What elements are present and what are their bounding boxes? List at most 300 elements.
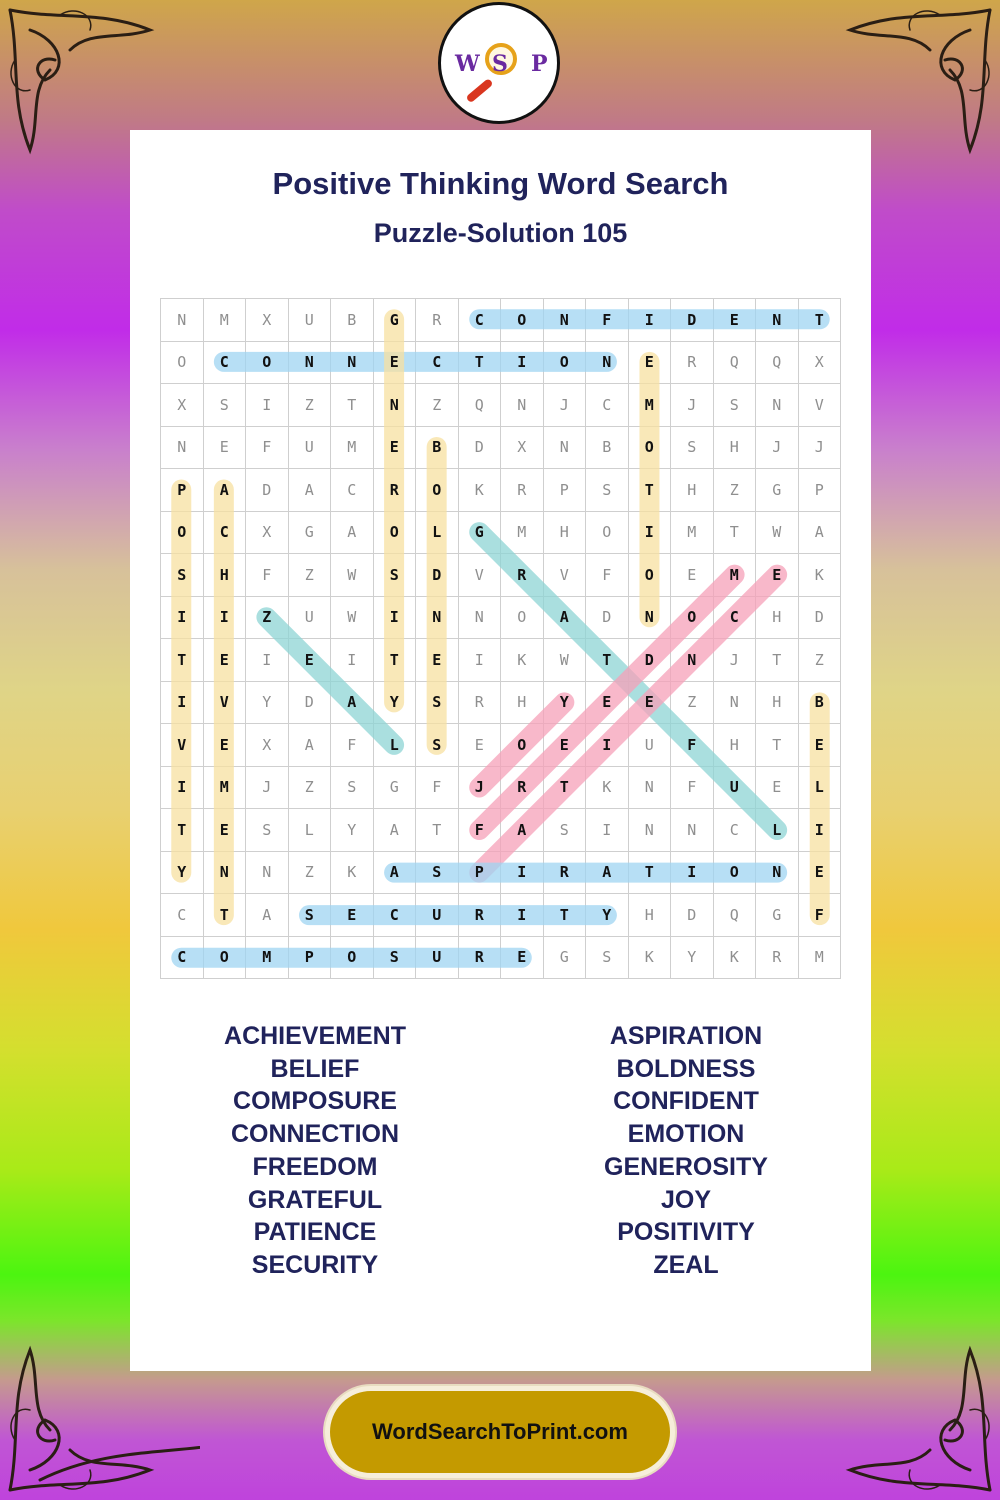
grid-cell: V [458, 554, 501, 597]
grid-cell: T [331, 384, 374, 427]
grid-cell: G [756, 469, 799, 512]
grid-cell: J [246, 766, 289, 809]
grid-cell: E [628, 341, 671, 384]
word-list-item: COMPOSURE [233, 1087, 397, 1116]
logo-letter-w: W [455, 51, 480, 77]
grid-cell: S [586, 936, 629, 979]
grid-cell: O [586, 511, 629, 554]
grid-cell: I [203, 596, 246, 639]
grid-cell: E [373, 341, 416, 384]
grid-cell: Y [246, 681, 289, 724]
grid-cell: Z [288, 384, 331, 427]
grid-cell: Q [756, 341, 799, 384]
grid-cell: O [713, 851, 756, 894]
grid-cell: E [756, 766, 799, 809]
word-list-item: JOY [660, 1185, 712, 1214]
grid-cell: L [416, 511, 459, 554]
word-list-item: BOLDNESS [616, 1054, 756, 1083]
grid-cell: C [586, 384, 629, 427]
grid-cell: F [798, 894, 841, 937]
word-list-item: EMOTION [627, 1120, 745, 1149]
magnifier-handle-icon [465, 78, 493, 103]
grid-cell: R [416, 299, 459, 342]
grid-cell: K [501, 639, 544, 682]
word-list-item: GENEROSITY [604, 1152, 768, 1181]
grid-cell: K [628, 936, 671, 979]
grid-cell: J [458, 766, 501, 809]
grid-cell: M [203, 766, 246, 809]
grid-cell: I [331, 639, 374, 682]
grid-cell: H [713, 426, 756, 469]
grid-cell: M [798, 936, 841, 979]
grid-cell: M [671, 511, 714, 554]
grid-cell: P [543, 469, 586, 512]
grid-cell: K [458, 469, 501, 512]
grid-cell: E [288, 639, 331, 682]
grid-cell: O [203, 936, 246, 979]
grid-cell: U [416, 936, 459, 979]
word-list-left [130, 1020, 500, 1282]
grid-cell: R [671, 341, 714, 384]
grid-cell: B [416, 426, 459, 469]
grid-cell: I [586, 809, 629, 852]
grid-cell: H [501, 681, 544, 724]
grid-cell: A [373, 809, 416, 852]
grid-cell: V [543, 554, 586, 597]
word-list-item: BELIEF [270, 1054, 360, 1083]
grid-cell: A [288, 469, 331, 512]
grid-row [161, 511, 841, 554]
grid-cell: N [586, 341, 629, 384]
grid-cell: S [161, 554, 204, 597]
grid-cell: G [458, 511, 501, 554]
grid-cell: R [458, 681, 501, 724]
grid-cell: R [543, 851, 586, 894]
grid-cell: N [628, 809, 671, 852]
grid-cell: C [713, 809, 756, 852]
grid-cell: Z [798, 639, 841, 682]
grid-cell: Z [288, 554, 331, 597]
grid-cell: O [543, 341, 586, 384]
grid-cell: B [586, 426, 629, 469]
grid-cell: M [628, 384, 671, 427]
grid-cell: L [373, 724, 416, 767]
grid-cell: I [628, 299, 671, 342]
grid-cell: G [288, 511, 331, 554]
grid-cell: N [373, 384, 416, 427]
grid-cell: N [756, 384, 799, 427]
grid-cell: R [501, 554, 544, 597]
word-list-item: ASPIRATION [609, 1022, 763, 1050]
grid-cell: G [373, 299, 416, 342]
grid-cell: R [458, 894, 501, 937]
grid-cell: S [713, 384, 756, 427]
grid-cell: M [203, 299, 246, 342]
grid-cell: C [373, 894, 416, 937]
grid-cell: N [628, 596, 671, 639]
grid-cell: Y [586, 894, 629, 937]
grid-cell: E [798, 724, 841, 767]
grid-cell: M [331, 426, 374, 469]
grid-cell: C [458, 299, 501, 342]
grid-cell: H [671, 469, 714, 512]
grid-cell: S [246, 809, 289, 852]
grid-cell: A [331, 681, 374, 724]
grid-cell: W [331, 596, 374, 639]
word-list-item: ZEAL [653, 1250, 719, 1279]
word-list-item: FREEDOM [252, 1152, 378, 1181]
grid-cell: G [543, 936, 586, 979]
grid-cell: N [416, 596, 459, 639]
grid-cell: N [713, 681, 756, 724]
grid-cell: J [713, 639, 756, 682]
grid-cell: E [203, 809, 246, 852]
grid-cell: V [161, 724, 204, 767]
grid-cell: N [161, 299, 204, 342]
logo-letter-p: P [531, 51, 548, 77]
grid-cell: R [373, 469, 416, 512]
grid-cell: J [671, 384, 714, 427]
grid-row [161, 299, 841, 342]
grid-cell: L [798, 766, 841, 809]
grid-cell: A [501, 809, 544, 852]
grid-cell: W [331, 554, 374, 597]
grid-cell: N [543, 299, 586, 342]
grid-cell: E [458, 724, 501, 767]
grid-cell: F [586, 299, 629, 342]
grid-cell: S [416, 724, 459, 767]
grid-cell: E [501, 936, 544, 979]
grid-cell: C [203, 341, 246, 384]
grid-cell: D [288, 681, 331, 724]
page-title: Positive Thinking Word Search [272, 166, 729, 201]
grid-cell: Z [416, 384, 459, 427]
grid-cell: F [671, 724, 714, 767]
grid-cell: P [458, 851, 501, 894]
grid-cell: F [458, 809, 501, 852]
grid-cell: R [458, 936, 501, 979]
grid-cell: S [416, 681, 459, 724]
grid-cell: C [161, 936, 204, 979]
page-subtitle: Puzzle-Solution 105 [373, 218, 628, 248]
grid-cell: O [373, 511, 416, 554]
grid-cell: E [628, 681, 671, 724]
grid-cell: D [628, 639, 671, 682]
grid-row [161, 426, 841, 469]
grid-cell: Z [671, 681, 714, 724]
grid-cell: F [246, 426, 289, 469]
grid-cell: X [246, 299, 289, 342]
grid-cell: O [628, 426, 671, 469]
grid-cell: M [501, 511, 544, 554]
grid-cell: N [203, 851, 246, 894]
grid-cell: D [586, 596, 629, 639]
grid-cell: I [161, 681, 204, 724]
grid-cell: A [373, 851, 416, 894]
word-list-item: ACHIEVEMENT [224, 1022, 406, 1050]
grid-cell: T [203, 894, 246, 937]
grid-cell: Q [458, 384, 501, 427]
grid-cell: A [798, 511, 841, 554]
site-link-button[interactable] [325, 1386, 675, 1478]
grid-cell: W [756, 511, 799, 554]
grid-cell: U [288, 596, 331, 639]
word-list-item: SECURITY [251, 1250, 379, 1279]
grid-cell: D [671, 894, 714, 937]
grid-cell: I [246, 384, 289, 427]
grid-cell: T [756, 724, 799, 767]
grid-cell: O [501, 299, 544, 342]
grid-row [161, 596, 841, 639]
grid-cell: T [161, 639, 204, 682]
grid-cell: Y [373, 681, 416, 724]
grid-cell: L [288, 809, 331, 852]
grid-cell: S [373, 936, 416, 979]
grid-cell: Y [671, 936, 714, 979]
grid-cell: T [798, 299, 841, 342]
grid-cell: T [756, 639, 799, 682]
grid-cell: O [161, 341, 204, 384]
grid-cell: O [501, 724, 544, 767]
puzzle-card [130, 130, 871, 1371]
grid-cell: Y [161, 851, 204, 894]
grid-cell: U [713, 766, 756, 809]
grid-cell: S [586, 469, 629, 512]
grid-cell: A [543, 596, 586, 639]
word-search-grid [160, 298, 841, 979]
grid-cell: E [331, 894, 374, 937]
grid-cell: N [331, 341, 374, 384]
grid-row [161, 469, 841, 512]
grid-cell: C [161, 894, 204, 937]
grid-cell: I [458, 639, 501, 682]
grid-cell: N [628, 766, 671, 809]
grid-cell: K [331, 851, 374, 894]
grid-cell: Z [288, 766, 331, 809]
grid-cell: T [458, 341, 501, 384]
grid-cell: T [373, 639, 416, 682]
grid-cell: N [458, 596, 501, 639]
grid-row [161, 724, 841, 767]
grid-cell: I [628, 511, 671, 554]
grid-cell: N [543, 426, 586, 469]
grid-cell: E [671, 554, 714, 597]
grid-cell: I [501, 851, 544, 894]
grid-cell: R [501, 766, 544, 809]
grid-cell: B [331, 299, 374, 342]
grid-cell: T [586, 639, 629, 682]
grid-cell: H [713, 724, 756, 767]
grid-cell: U [416, 894, 459, 937]
word-list-item: CONNECTION [230, 1120, 400, 1149]
grid-row [161, 341, 841, 384]
grid-cell: F [331, 724, 374, 767]
grid-cell: E [756, 554, 799, 597]
grid-cell: I [798, 809, 841, 852]
grid-cell: I [501, 341, 544, 384]
grid-cell: T [628, 851, 671, 894]
grid-row [161, 681, 841, 724]
grid-cell: F [671, 766, 714, 809]
grid-cell: I [586, 724, 629, 767]
grid-row [161, 639, 841, 682]
grid-cell: Q [713, 341, 756, 384]
grid-cell: T [543, 766, 586, 809]
grid-cell: E [713, 299, 756, 342]
grid-cell: T [161, 809, 204, 852]
grid-cell: H [543, 511, 586, 554]
grid-cell: O [246, 341, 289, 384]
grid-cell: J [798, 426, 841, 469]
grid-cell: Y [543, 681, 586, 724]
word-list-item: CONFIDENT [613, 1087, 759, 1116]
grid-cell: L [756, 809, 799, 852]
grid-cell: N [756, 851, 799, 894]
grid-cell: G [373, 766, 416, 809]
grid-cell: I [246, 639, 289, 682]
grid-cell: Z [713, 469, 756, 512]
grid-cell: A [203, 469, 246, 512]
grid-cell: T [628, 469, 671, 512]
grid-cell: I [501, 894, 544, 937]
grid-cell: Z [288, 851, 331, 894]
grid-cell: I [161, 596, 204, 639]
grid-cell: M [713, 554, 756, 597]
word-list-right [501, 1020, 871, 1282]
grid-cell: X [501, 426, 544, 469]
grid-cell: S [331, 766, 374, 809]
grid-cell: X [246, 724, 289, 767]
grid-cell: O [161, 511, 204, 554]
grid-cell: X [798, 341, 841, 384]
grid-cell: C [416, 341, 459, 384]
grid-cell: K [586, 766, 629, 809]
grid-cell: K [713, 936, 756, 979]
grid-cell: A [246, 894, 289, 937]
grid-cell: U [288, 426, 331, 469]
grid-row [161, 894, 841, 937]
grid-cell: B [798, 681, 841, 724]
grid-cell: N [501, 384, 544, 427]
grid-cell: A [331, 511, 374, 554]
grid-cell: I [671, 851, 714, 894]
grid-row [161, 766, 841, 809]
word-list-item: PATIENCE [253, 1218, 377, 1247]
grid-cell: A [288, 724, 331, 767]
grid-cell: O [331, 936, 374, 979]
grid-cell: V [203, 681, 246, 724]
grid-cell: U [628, 724, 671, 767]
grid-cell: C [713, 596, 756, 639]
grid-cell: S [416, 851, 459, 894]
grid-cell: S [288, 894, 331, 937]
grid-cell: T [713, 511, 756, 554]
grid-cell: O [416, 469, 459, 512]
grid-cell: E [543, 724, 586, 767]
grid-cell: K [798, 554, 841, 597]
grid-cell: E [416, 639, 459, 682]
grid-cell: P [288, 936, 331, 979]
grid-cell: O [501, 596, 544, 639]
site-link-label: WordSearchToPrint.com [372, 1419, 628, 1444]
wsp-logo [438, 2, 560, 124]
grid-cell: C [203, 511, 246, 554]
word-list-item: POSITIVITY [617, 1218, 755, 1247]
grid-cell: X [246, 511, 289, 554]
grid-cell: T [543, 894, 586, 937]
grid-cell: D [246, 469, 289, 512]
grid-row [161, 936, 841, 979]
grid-cell: I [373, 596, 416, 639]
grid-cell: S [671, 426, 714, 469]
grid-cell: R [501, 469, 544, 512]
grid-cell: N [671, 809, 714, 852]
word-list-item: GRATEFUL [247, 1185, 383, 1214]
grid-cell: O [628, 554, 671, 597]
letter-grid [160, 298, 841, 979]
grid-cell: R [756, 936, 799, 979]
grid-cell: C [331, 469, 374, 512]
grid-cell: E [798, 851, 841, 894]
grid-cell: O [671, 596, 714, 639]
grid-cell: V [798, 384, 841, 427]
grid-cell: D [416, 554, 459, 597]
grid-cell: J [756, 426, 799, 469]
grid-cell: E [203, 724, 246, 767]
grid-cell: T [416, 809, 459, 852]
grid-cell: M [246, 936, 289, 979]
grid-cell: J [543, 384, 586, 427]
grid-row [161, 554, 841, 597]
grid-cell: S [373, 554, 416, 597]
grid-cell: H [756, 596, 799, 639]
grid-cell: S [543, 809, 586, 852]
grid-cell: X [161, 384, 204, 427]
grid-row [161, 384, 841, 427]
grid-cell: G [756, 894, 799, 937]
grid-cell: N [288, 341, 331, 384]
grid-cell: N [246, 851, 289, 894]
logo-letter-s: S [492, 51, 508, 77]
grid-cell: N [161, 426, 204, 469]
grid-cell: H [203, 554, 246, 597]
grid-cell: H [756, 681, 799, 724]
grid-cell: Y [331, 809, 374, 852]
grid-cell: E [203, 639, 246, 682]
grid-cell: N [671, 639, 714, 682]
grid-cell: F [246, 554, 289, 597]
grid-cell: E [203, 426, 246, 469]
grid-cell: E [373, 426, 416, 469]
grid-cell: P [161, 469, 204, 512]
grid-row [161, 851, 841, 894]
grid-cell: D [671, 299, 714, 342]
grid-cell: A [586, 851, 629, 894]
grid-cell: W [543, 639, 586, 682]
grid-cell: S [203, 384, 246, 427]
grid-row [161, 809, 841, 852]
grid-cell: F [416, 766, 459, 809]
grid-cell: E [586, 681, 629, 724]
grid-cell: N [756, 299, 799, 342]
grid-cell: H [628, 894, 671, 937]
grid-cell: D [458, 426, 501, 469]
grid-cell: D [798, 596, 841, 639]
grid-cell: I [161, 766, 204, 809]
grid-cell: F [586, 554, 629, 597]
grid-cell: Q [713, 894, 756, 937]
grid-cell: P [798, 469, 841, 512]
